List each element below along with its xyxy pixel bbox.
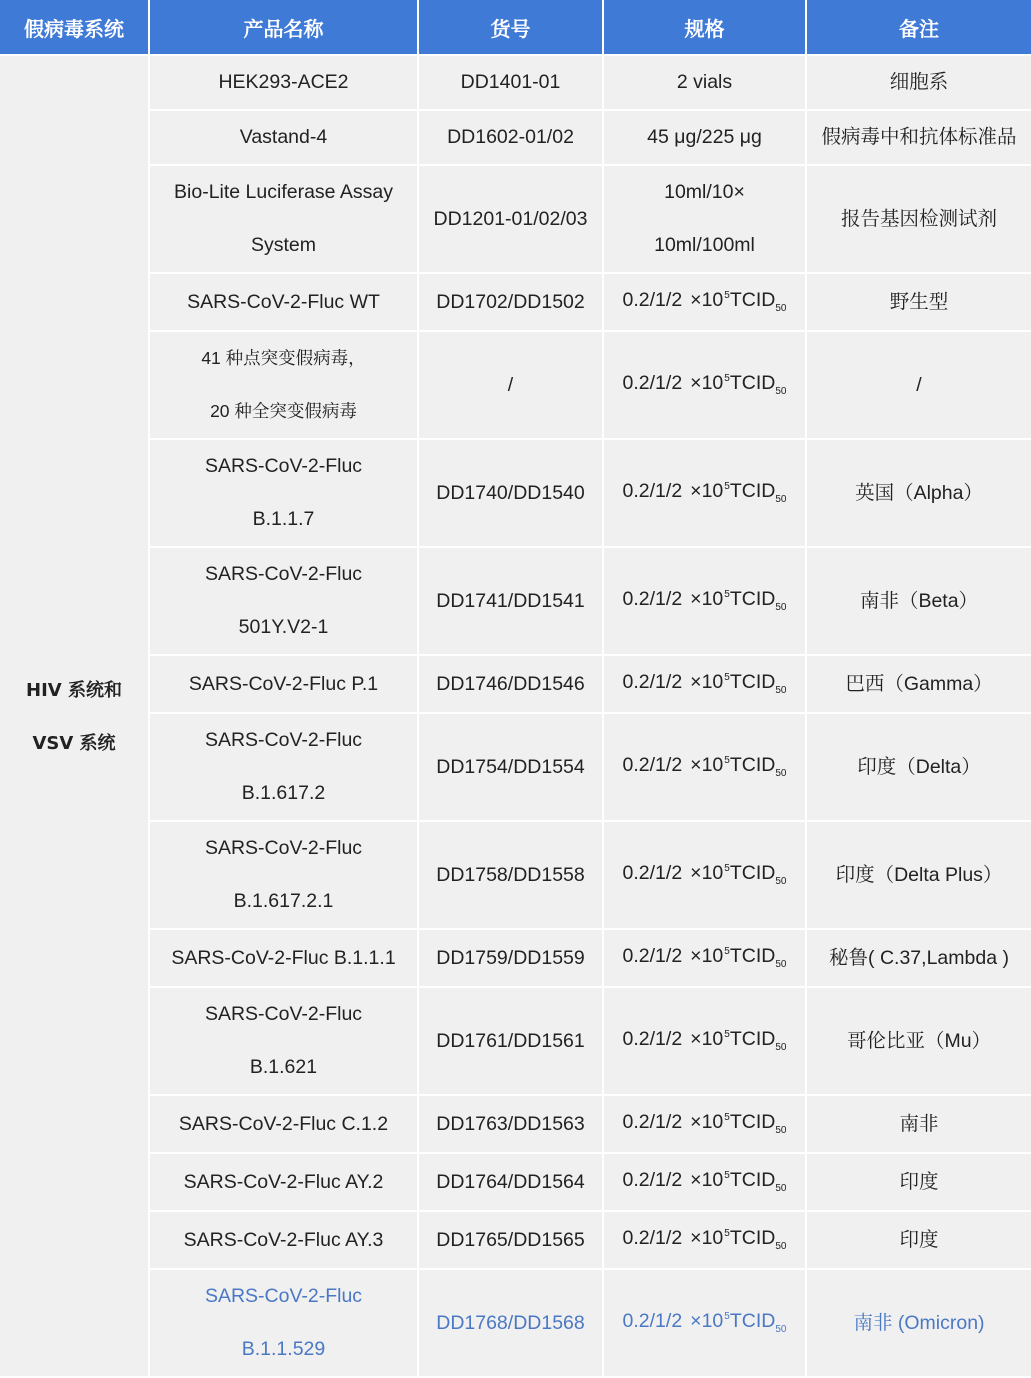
product-name-line: 20 种全突变假病毒 bbox=[210, 401, 357, 421]
spec bbox=[604, 714, 807, 822]
table-row bbox=[0, 111, 1031, 166]
titer-base: 10 bbox=[701, 754, 724, 776]
remark: 印度 bbox=[807, 1212, 1031, 1270]
catalog-number: DD1761/DD1561 bbox=[419, 988, 604, 1096]
catalog-number: DD1768/DD1568 bbox=[419, 1270, 604, 1378]
product-name-line: SARS-CoV-2-Fluc bbox=[204, 1285, 363, 1307]
catalog-number: DD1746/DD1546 bbox=[419, 656, 604, 714]
product-name-line: B.1.617.2 bbox=[241, 782, 326, 804]
titer-exponent: 5 bbox=[724, 755, 730, 766]
table-row bbox=[0, 166, 1031, 274]
product-name: SARS-CoV-2-Fluc AY.2 bbox=[150, 1154, 419, 1212]
product-name-line: SARS-CoV-2-Fluc bbox=[204, 729, 363, 751]
table-row bbox=[0, 1154, 1031, 1212]
catalog-number: DD1201-01/02/03 bbox=[419, 166, 604, 274]
remark: 印度（Delta Plus） bbox=[807, 822, 1031, 930]
product-name bbox=[150, 1270, 419, 1378]
product-name-line: SARS-CoV-2-Fluc bbox=[204, 1003, 363, 1025]
table-row bbox=[0, 440, 1031, 548]
titer-prefix: 0.2/1/2 bbox=[622, 480, 683, 502]
titer-base: 10 bbox=[701, 372, 724, 394]
catalog-number: DD1764/DD1564 bbox=[419, 1154, 604, 1212]
titer-subscript: 50 bbox=[775, 303, 787, 314]
spec-line: 10ml/100ml bbox=[654, 234, 755, 256]
catalog-number: DD1602-01/02 bbox=[419, 111, 604, 166]
times-sign: × bbox=[690, 671, 702, 693]
table-row bbox=[0, 332, 1031, 440]
titer-unit: TCID bbox=[729, 1227, 776, 1249]
catalog-number: DD1754/DD1554 bbox=[419, 714, 604, 822]
product-name-line: SARS-CoV-2-Fluc bbox=[204, 455, 363, 477]
header-catalog: 货号 bbox=[419, 0, 604, 56]
header-product: 产品名称 bbox=[150, 0, 419, 56]
catalog-number: DD1741/DD1541 bbox=[419, 548, 604, 656]
titer-base: 10 bbox=[701, 1169, 724, 1191]
table-row bbox=[0, 822, 1031, 930]
product-name-line: System bbox=[250, 234, 316, 256]
product-name bbox=[150, 988, 419, 1096]
titer-subscript: 50 bbox=[775, 386, 787, 397]
product-name-line: B.1.1.7 bbox=[252, 508, 315, 530]
times-sign: × bbox=[690, 1111, 702, 1133]
product-name-line: B.1.617.2.1 bbox=[233, 890, 334, 912]
system-label-line2: VSV 系统 bbox=[32, 732, 116, 754]
titer-base: 10 bbox=[701, 480, 724, 502]
titer-base: 10 bbox=[701, 1310, 724, 1332]
table-row-highlighted bbox=[0, 1270, 1031, 1378]
titer-base: 10 bbox=[701, 862, 724, 884]
remark: 英国（Alpha） bbox=[807, 440, 1031, 548]
remark: 印度 bbox=[807, 1154, 1031, 1212]
header-remark: 备注 bbox=[807, 0, 1031, 56]
table-row bbox=[0, 988, 1031, 1096]
product-name bbox=[150, 548, 419, 656]
spec bbox=[604, 988, 807, 1096]
titer-subscript: 50 bbox=[775, 1042, 787, 1053]
remark: 假病毒中和抗体标准品 bbox=[807, 111, 1031, 166]
titer-exponent: 5 bbox=[724, 1311, 730, 1322]
titer-unit: TCID bbox=[729, 1028, 776, 1050]
remark: 南非 bbox=[807, 1096, 1031, 1154]
spec bbox=[604, 1212, 807, 1270]
header-system: 假病毒系统 bbox=[0, 0, 150, 56]
titer-subscript: 50 bbox=[775, 685, 787, 696]
spec: 2 vials bbox=[604, 56, 807, 111]
spec bbox=[604, 1154, 807, 1212]
table-row bbox=[0, 274, 1031, 332]
table-row bbox=[0, 656, 1031, 714]
product-name-line: 41 种点突变假病毒， bbox=[201, 348, 366, 368]
product-name-line: SARS-CoV-2-Fluc bbox=[204, 563, 363, 585]
remark: 野生型 bbox=[807, 274, 1031, 332]
product-name bbox=[150, 440, 419, 548]
catalog-number: DD1401-01 bbox=[419, 56, 604, 111]
product-name-line: Bio-Lite Luciferase Assay bbox=[174, 181, 393, 203]
product-name bbox=[150, 714, 419, 822]
remark: 南非 (Omicron) bbox=[807, 1270, 1031, 1378]
spec: 45 μg/225 μg bbox=[604, 111, 807, 166]
titer-prefix: 0.2/1/2 bbox=[622, 754, 683, 776]
catalog-number: / bbox=[419, 332, 604, 440]
remark: 哥伦比亚（Mu） bbox=[807, 988, 1031, 1096]
titer-base: 10 bbox=[701, 1227, 724, 1249]
table-row bbox=[0, 1096, 1031, 1154]
titer-exponent: 5 bbox=[724, 1029, 730, 1040]
titer-exponent: 5 bbox=[724, 863, 730, 874]
product-name: SARS-CoV-2-Fluc B.1.1.1 bbox=[150, 930, 419, 988]
remark: 报告基因检测试剂 bbox=[807, 166, 1031, 274]
titer-unit: TCID bbox=[729, 862, 776, 884]
system-label-line1: HIV 系统和 bbox=[26, 679, 122, 701]
times-sign: × bbox=[690, 945, 702, 967]
product-name-line: SARS-CoV-2-Fluc bbox=[204, 837, 363, 859]
times-sign: × bbox=[690, 1169, 702, 1191]
titer-base: 10 bbox=[701, 1111, 724, 1133]
titer-prefix: 0.2/1/2 bbox=[622, 1028, 683, 1050]
titer-prefix: 0.2/1/2 bbox=[622, 862, 683, 884]
titer-subscript: 50 bbox=[775, 1241, 787, 1252]
titer-prefix: 0.2/1/2 bbox=[622, 1169, 683, 1191]
product-name-line: B.1.1.529 bbox=[241, 1338, 326, 1360]
titer-exponent: 5 bbox=[724, 1228, 730, 1239]
times-sign: × bbox=[690, 754, 702, 776]
titer-unit: TCID bbox=[729, 1310, 776, 1332]
remark: 南非（Beta） bbox=[807, 548, 1031, 656]
titer-exponent: 5 bbox=[724, 946, 730, 957]
spec bbox=[604, 548, 807, 656]
spec bbox=[604, 166, 807, 274]
table-row bbox=[0, 714, 1031, 822]
spec bbox=[604, 822, 807, 930]
titer-base: 10 bbox=[701, 945, 724, 967]
catalog-number: DD1759/DD1559 bbox=[419, 930, 604, 988]
spec bbox=[604, 1270, 807, 1378]
titer-base: 10 bbox=[701, 1028, 724, 1050]
titer-unit: TCID bbox=[729, 754, 776, 776]
titer-subscript: 50 bbox=[775, 602, 787, 613]
system-cell bbox=[0, 56, 150, 1378]
times-sign: × bbox=[690, 862, 702, 884]
header-spec: 规格 bbox=[604, 0, 807, 56]
titer-unit: TCID bbox=[729, 671, 776, 693]
remark: 巴西（Gamma） bbox=[807, 656, 1031, 714]
product-name: HEK293-ACE2 bbox=[150, 56, 419, 111]
table-row bbox=[0, 548, 1031, 656]
spec bbox=[604, 274, 807, 332]
titer-exponent: 5 bbox=[724, 1170, 730, 1181]
times-sign: × bbox=[690, 372, 702, 394]
header-row bbox=[0, 0, 1031, 56]
spec bbox=[604, 656, 807, 714]
titer-subscript: 50 bbox=[775, 768, 787, 779]
remark: 细胞系 bbox=[807, 56, 1031, 111]
remark: 秘鲁( C.37,Lambda ) bbox=[807, 930, 1031, 988]
catalog-number: DD1702/DD1502 bbox=[419, 274, 604, 332]
titer-subscript: 50 bbox=[775, 1125, 787, 1136]
titer-base: 10 bbox=[701, 289, 724, 311]
titer-subscript: 50 bbox=[775, 876, 787, 887]
spec bbox=[604, 1096, 807, 1154]
titer-prefix: 0.2/1/2 bbox=[622, 588, 683, 610]
titer-exponent: 5 bbox=[724, 672, 730, 683]
titer-exponent: 5 bbox=[724, 1112, 730, 1123]
titer-unit: TCID bbox=[729, 372, 776, 394]
product-name bbox=[150, 166, 419, 274]
titer-base: 10 bbox=[701, 588, 724, 610]
titer-unit: TCID bbox=[729, 588, 776, 610]
titer-exponent: 5 bbox=[724, 290, 730, 301]
titer-exponent: 5 bbox=[724, 589, 730, 600]
catalog-number: DD1765/DD1565 bbox=[419, 1212, 604, 1270]
times-sign: × bbox=[690, 1310, 702, 1332]
remark: 印度（Delta） bbox=[807, 714, 1031, 822]
titer-unit: TCID bbox=[729, 945, 776, 967]
times-sign: × bbox=[690, 588, 702, 610]
titer-exponent: 5 bbox=[724, 481, 730, 492]
table-row bbox=[0, 1212, 1031, 1270]
times-sign: × bbox=[690, 1227, 702, 1249]
times-sign: × bbox=[690, 289, 702, 311]
titer-unit: TCID bbox=[729, 1111, 776, 1133]
titer-unit: TCID bbox=[729, 480, 776, 502]
catalog-number: DD1763/DD1563 bbox=[419, 1096, 604, 1154]
spec bbox=[604, 332, 807, 440]
titer-subscript: 50 bbox=[775, 494, 787, 505]
table-row bbox=[0, 56, 1031, 111]
product-name: SARS-CoV-2-Fluc AY.3 bbox=[150, 1212, 419, 1270]
spec bbox=[604, 930, 807, 988]
titer-prefix: 0.2/1/2 bbox=[622, 289, 683, 311]
spec bbox=[604, 440, 807, 548]
remark: / bbox=[807, 332, 1031, 440]
titer-prefix: 0.2/1/2 bbox=[622, 1227, 683, 1249]
product-name: SARS-CoV-2-Fluc WT bbox=[150, 274, 419, 332]
product-name bbox=[150, 822, 419, 930]
titer-prefix: 0.2/1/2 bbox=[622, 945, 683, 967]
titer-subscript: 50 bbox=[775, 959, 787, 970]
titer-unit: TCID bbox=[729, 289, 776, 311]
catalog-number: DD1740/DD1540 bbox=[419, 440, 604, 548]
product-name: Vastand-4 bbox=[150, 111, 419, 166]
titer-unit: TCID bbox=[729, 1169, 776, 1191]
titer-subscript: 50 bbox=[775, 1324, 787, 1335]
times-sign: × bbox=[690, 480, 702, 502]
titer-prefix: 0.2/1/2 bbox=[622, 372, 683, 394]
titer-exponent: 5 bbox=[724, 373, 730, 384]
catalog-number: DD1758/DD1558 bbox=[419, 822, 604, 930]
table-row bbox=[0, 930, 1031, 988]
titer-prefix: 0.2/1/2 bbox=[622, 1310, 683, 1332]
titer-prefix: 0.2/1/2 bbox=[622, 1111, 683, 1133]
product-name: SARS-CoV-2-Fluc C.1.2 bbox=[150, 1096, 419, 1154]
product-name-line: B.1.621 bbox=[249, 1056, 318, 1078]
titer-prefix: 0.2/1/2 bbox=[622, 671, 683, 693]
product-name bbox=[150, 332, 419, 440]
titer-base: 10 bbox=[701, 671, 724, 693]
product-name-line: 501Y.V2-1 bbox=[238, 616, 329, 638]
titer-subscript: 50 bbox=[775, 1183, 787, 1194]
product-name: SARS-CoV-2-Fluc P.1 bbox=[150, 656, 419, 714]
spec-line: 10ml/10× bbox=[664, 181, 745, 203]
times-sign: × bbox=[690, 1028, 702, 1050]
